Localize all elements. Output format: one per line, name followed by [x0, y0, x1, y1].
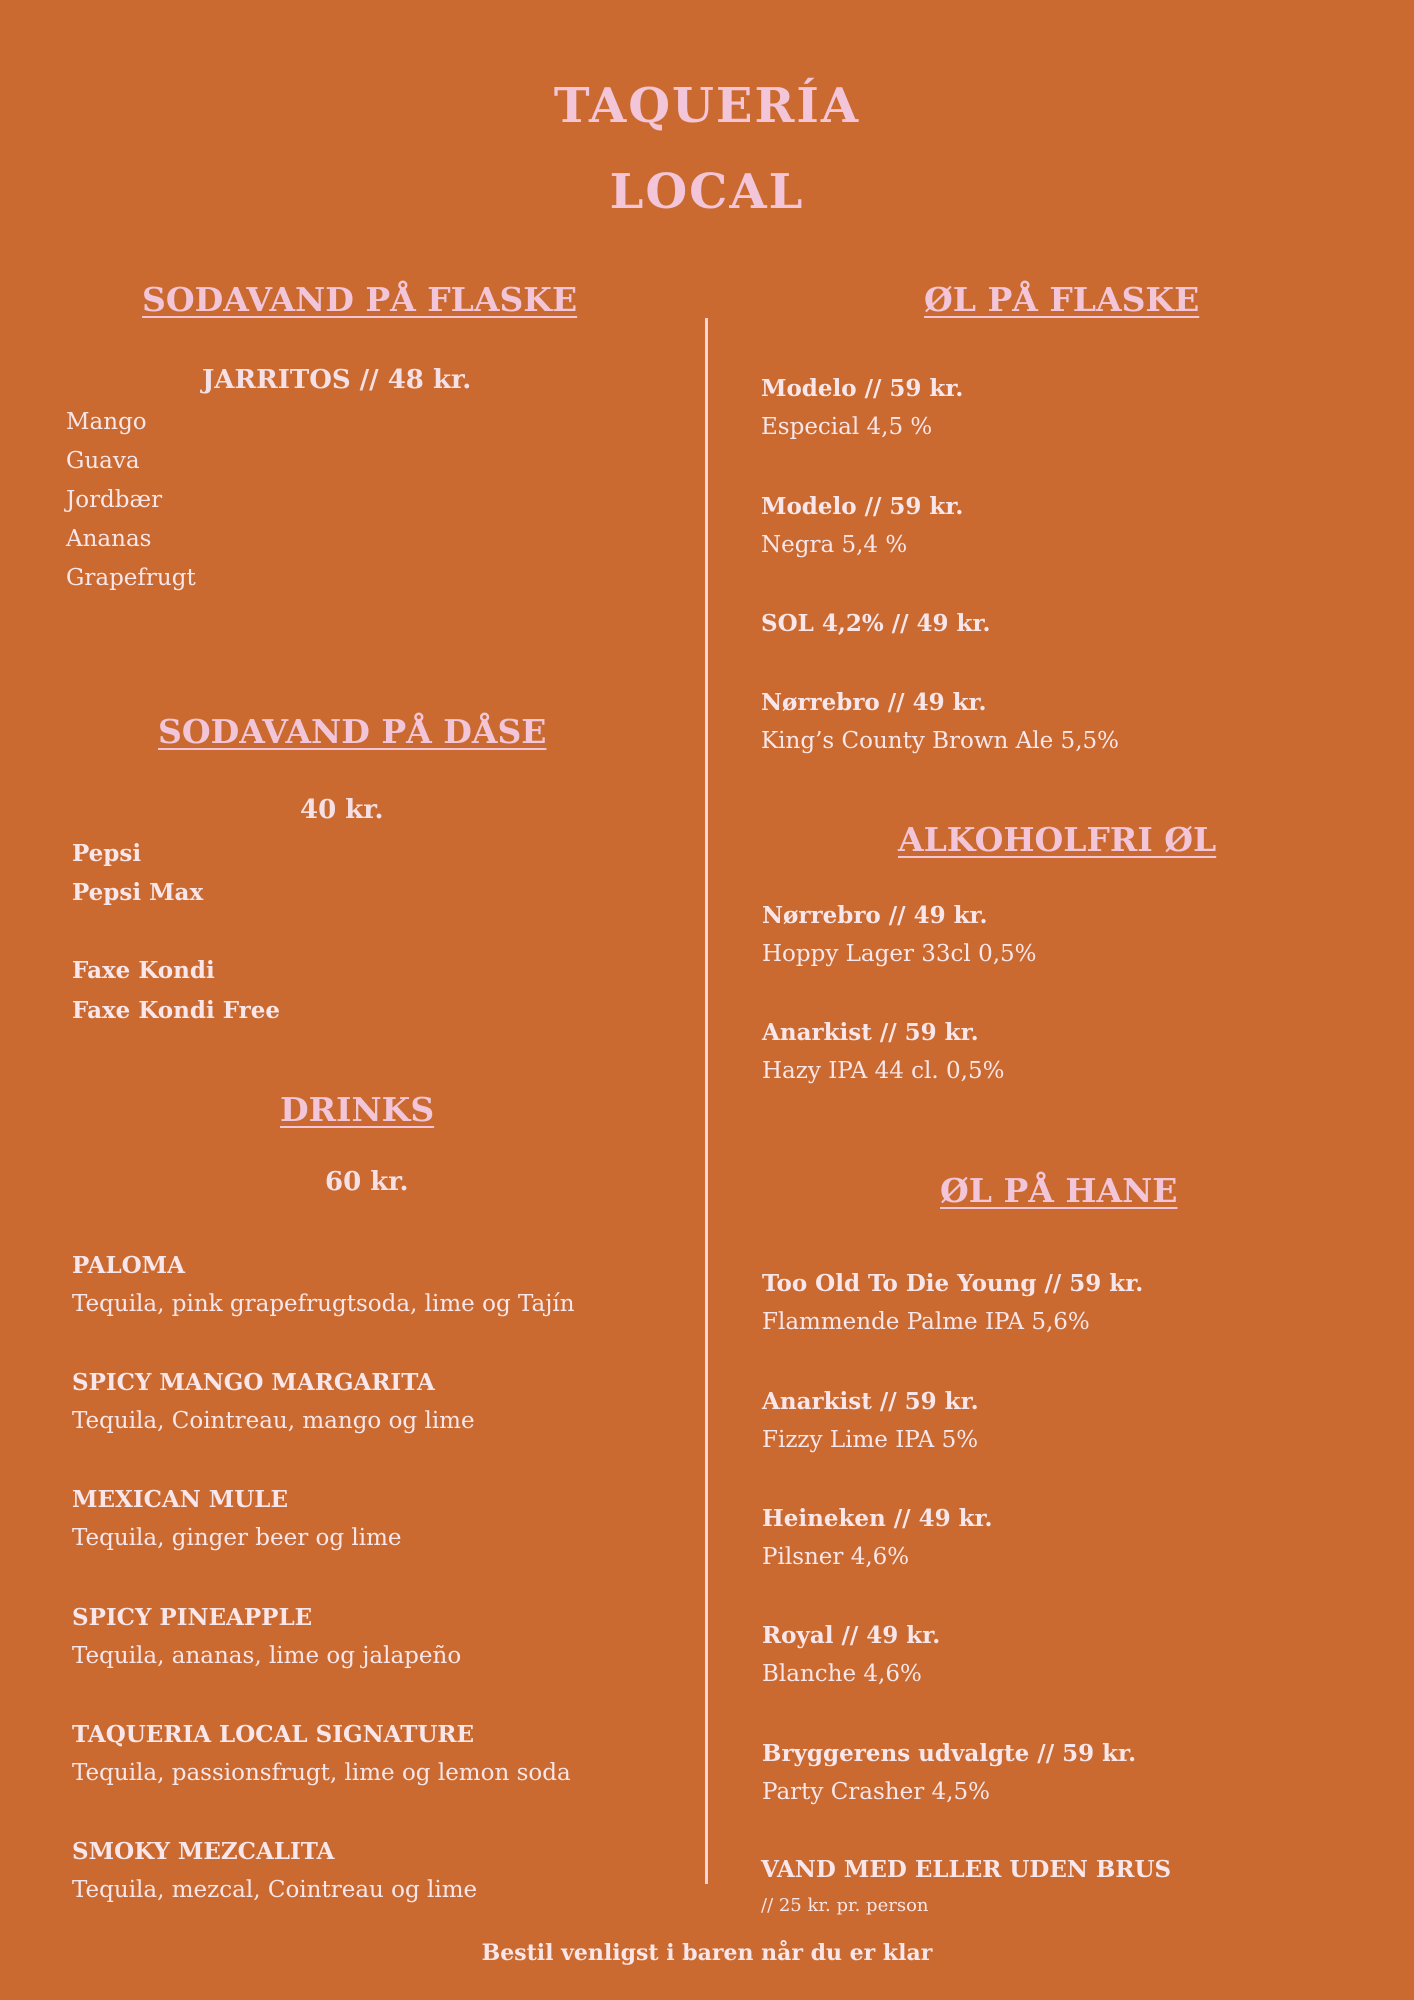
beer-name: Too Old To Die Young // 59 kr.	[762, 1270, 1144, 1297]
heading-tap: ØL PÅ HANE	[940, 1171, 1178, 1210]
drink-desc: Tequila, mezcal, Cointreau og lime	[72, 1877, 478, 1903]
soda-flavor: Guava	[66, 448, 140, 474]
drink-name: SMOKY MEZCALITA	[72, 1838, 335, 1865]
beer-desc: Especial 4,5 %	[761, 414, 933, 440]
column-divider	[705, 318, 708, 1884]
beer-desc: Pilsner 4,6%	[762, 1544, 910, 1570]
beer-name: Modelo // 59 kr.	[761, 375, 964, 402]
heading-drinks: DRINKS	[280, 1090, 435, 1129]
drink-name: MEXICAN MULE	[72, 1486, 288, 1513]
drink-name: SPICY PINEAPPLE	[72, 1604, 313, 1631]
beer-desc: King’s County Brown Ale 5,5%	[761, 728, 1119, 754]
footer-note: Bestil venligst i baren når du er klar	[481, 1940, 933, 1966]
drink-name: TAQUERIA LOCAL SIGNATURE	[72, 1721, 475, 1748]
beer-desc: Hazy IPA 44 cl. 0,5%	[762, 1058, 1005, 1084]
beer-name: Royal // 49 kr.	[762, 1622, 941, 1649]
drink-desc: Tequila, ginger beer og lime	[72, 1525, 402, 1551]
title-line-2: LOCAL	[609, 164, 805, 220]
beer-name: Anarkist // 59 kr.	[762, 1019, 979, 1046]
soda-flavor: Ananas	[66, 526, 152, 552]
soda-flavor: Mango	[66, 409, 147, 435]
beer-desc: Flammende Palme IPA 5,6%	[762, 1309, 1090, 1335]
soda-can-item: Pepsi Max	[72, 879, 204, 906]
beer-desc: Negra 5,4 %	[761, 532, 908, 558]
beer-desc: Blanche 4,6%	[762, 1661, 922, 1687]
heading-beer-bottle: ØL PÅ FLASKE	[924, 280, 1200, 319]
soda-can-item: Pepsi	[72, 840, 142, 867]
soda-can-price: 40 kr.	[300, 795, 384, 825]
water-price: // 25 kr. pr. person	[761, 1895, 929, 1916]
beer-name: Modelo // 59 kr.	[761, 493, 964, 520]
title-line-1: TAQUERÍA	[553, 78, 861, 134]
drink-desc: Tequila, Cointreau, mango og lime	[72, 1408, 475, 1434]
drink-desc: Tequila, passionsfrugt, lime og lemon soda	[72, 1760, 571, 1786]
beer-name: Bryggerens udvalgte // 59 kr.	[762, 1740, 1137, 1767]
beer-name: SOL 4,2% // 49 kr.	[761, 610, 991, 637]
drink-name: PALOMA	[72, 1252, 185, 1279]
beer-desc: Hoppy Lager 33cl 0,5%	[762, 941, 1037, 967]
drink-name: SPICY MANGO MARGARITA	[72, 1369, 435, 1396]
soda-flavor: Jordbær	[66, 487, 163, 513]
drink-desc: Tequila, ananas, lime og jalapeño	[72, 1643, 462, 1669]
heading-non-alcoholic: ALKOHOLFRI ØL	[898, 820, 1217, 859]
soda-can-item: Faxe Kondi Free	[72, 997, 281, 1024]
beer-name: Nørrebro // 49 kr.	[761, 689, 987, 716]
drinks-price: 60 kr.	[325, 1167, 409, 1197]
soda-can-item: Faxe Kondi	[72, 957, 215, 984]
water-name: VAND MED ELLER UDEN BRUS	[761, 1856, 1172, 1883]
beer-desc: Fizzy Lime IPA 5%	[762, 1427, 979, 1453]
heading-soda-bottle: SODAVAND PÅ FLASKE	[142, 280, 578, 319]
jarritos-price: JARRITOS // 48 kr.	[202, 365, 472, 395]
heading-soda-can: SODAVAND PÅ DÅSE	[158, 712, 547, 751]
drink-desc: Tequila, pink grapefrugtsoda, lime og Tajín	[72, 1291, 575, 1317]
beer-name: Nørrebro // 49 kr.	[762, 902, 988, 929]
soda-flavor: Grapefrugt	[66, 565, 196, 591]
beer-desc: Party Crasher 4,5%	[762, 1779, 990, 1805]
beer-name: Anarkist // 59 kr.	[762, 1388, 979, 1415]
beer-name: Heineken // 49 kr.	[762, 1505, 993, 1532]
